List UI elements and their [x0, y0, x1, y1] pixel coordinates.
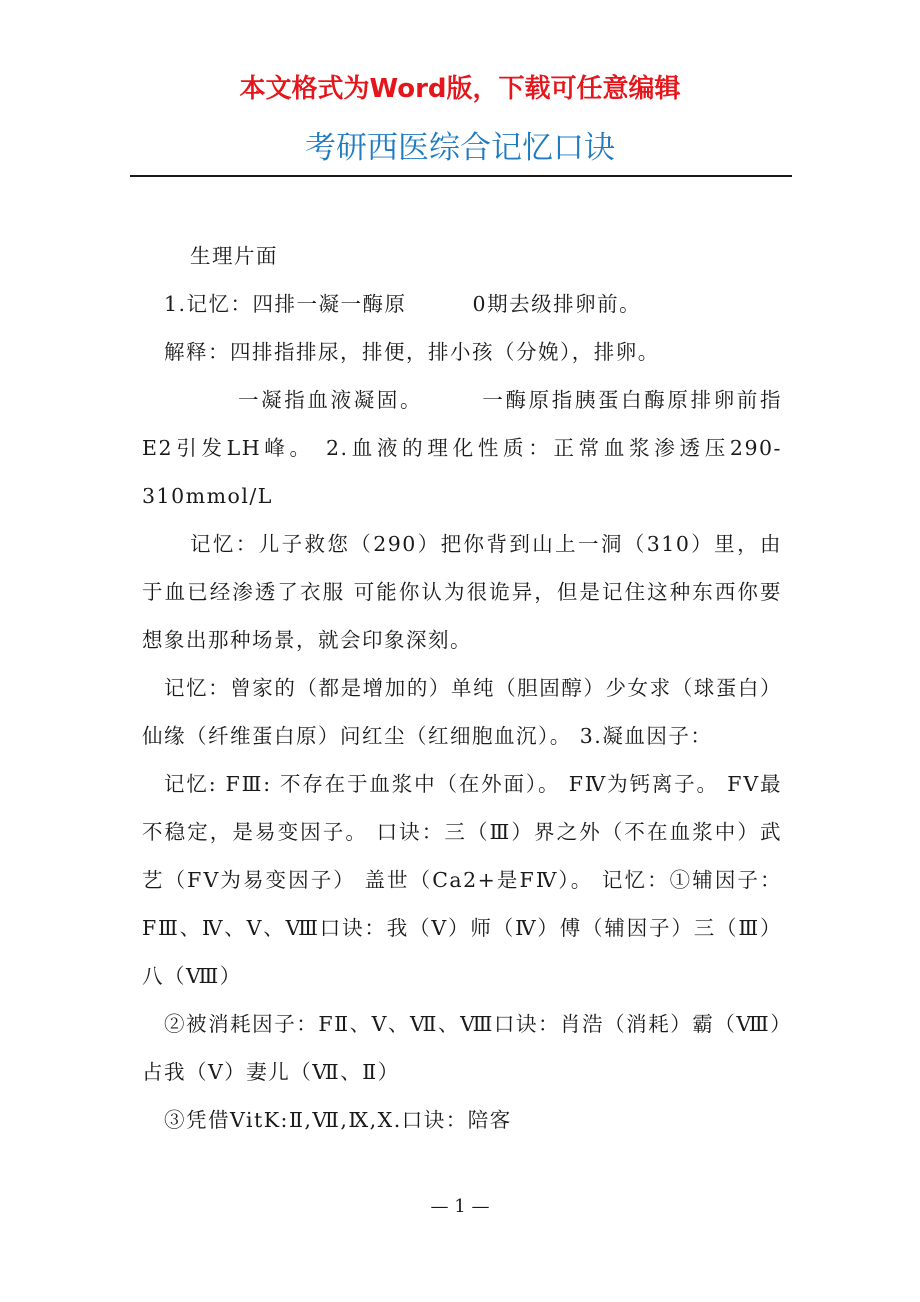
document-title: 考研西医综合记忆口诀: [305, 130, 615, 166]
page-number: — 1 —: [430, 1196, 490, 1217]
download-banner: 本文格式为Word版，下载可任意编辑: [239, 74, 681, 104]
paragraph: ②被消耗因子：FⅡ、Ⅴ、Ⅶ、Ⅷ口诀：肖浩（消耗）霸（Ⅷ）占我（Ⅴ）妻儿（Ⅶ、Ⅱ）: [142, 1012, 782, 1084]
paragraph: 记忆: FⅢ: 不存在于血浆中（在外面）。 FⅣ为钙离子。 FⅤ最不稳定，是易变因子。 口诀：三（Ⅲ）界之外（不在血浆中）武艺（FⅤ为易变因子） 盖世（Ca2+是FⅣ）。 记忆：①辅因子：FⅢ、Ⅳ、Ⅴ、Ⅷ口诀：我（Ⅴ）师（Ⅳ）傅（辅因子）三（Ⅲ）八（Ⅷ）: [142, 772, 782, 988]
title-divider: [130, 175, 792, 177]
paragraph: 记忆：儿子救您（290）把你背到山上一洞（310）里，由于血已经渗透了衣服 可能你认为很诡异，但是记住这种东西你要想象出那种场景，就会印象深刻。: [142, 532, 782, 652]
section-heading: 生理片面: [190, 244, 278, 268]
paragraph: ③凭借VitK:Ⅱ,Ⅶ,Ⅸ,Ⅹ.口诀：陪客: [164, 1108, 512, 1132]
paragraph: 解释：四排指排尿，排便，排小孩（分娩），排卵。: [164, 340, 660, 364]
paragraph: 记忆：曾家的（都是增加的）单纯（胆固醇）少女求（球蛋白）仙缘（纤维蛋白原）问红尘（红细胞血沉）。 3.凝血因子：: [142, 676, 782, 748]
paragraph: 1.记忆：四排一凝一酶原 0期去级排卵前。: [164, 292, 642, 316]
paragraph: 一凝指血液凝固。 一酶原指胰蛋白酶原排卵前指E2引发LH峰。 2.血液的理化性质：正常血浆渗透压290-310mmol/L: [142, 388, 782, 508]
document-body: [142, 232, 782, 1144]
